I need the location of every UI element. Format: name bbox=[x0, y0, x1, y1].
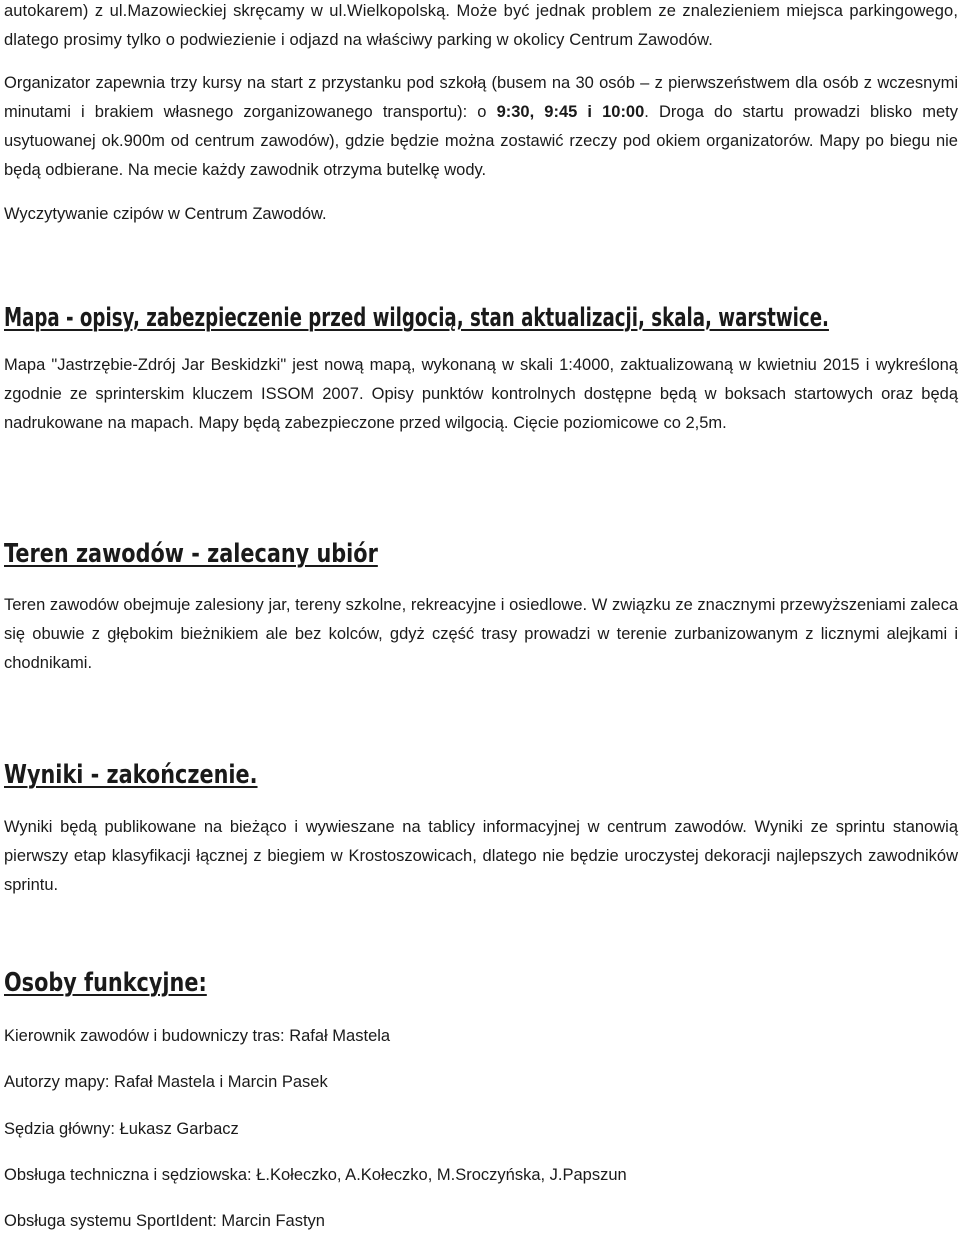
officials-section-heading: Osoby funkcyjne: bbox=[4, 968, 207, 998]
map-section-heading: Mapa - opisy, zabezpieczenie przed wilgocią, stan aktualizacji, skala, warstwice. bbox=[4, 303, 829, 333]
map-section-body: Mapa "Jastrzębie-Zdrój Jar Beskidzki" jest nową mapą, wykonaną w skali 1:4000, zaktualizowaną w kwietniu 2015 i wykreśloną zgodnie ze sprinterskim kluczem ISSOM 2007. Opisy punktów kontrolnych dostępne będą w boksach startowych oraz będą nadrukowane na mapach. Mapy będą zabezpieczone przed wilgocią. Cięcie poziomicowe co 2,5m. bbox=[4, 356, 958, 432]
official-item: Autorzy mapy: Rafał Mastela i Marcin Pasek bbox=[4, 1073, 328, 1091]
official-item: Kierownik zawodów i budowniczy tras: Rafał Mastela bbox=[4, 1027, 391, 1045]
intro-paragraph-1: autokarem) z ul.Mazowieckiej skręcamy w ul.Wielkopolską. Może być jednak problem ze znalezieniem miejsca parkingowego, dlatego prosimy tylko o podwiezienie i odjazd na właściwy parking w okolicy Centrum Zawodów. bbox=[4, 2, 958, 49]
intro-paragraph-2-end: . Droga do startu prowadzi blisko mety usytuowanej ok.900m od centrum zawodów), gdzie będzie można zostawić rzeczy pod okiem organizatorów. Mapy po biegu nie będą odbierane. Na mecie każdy zawodnik otrzyma butelkę wody. bbox=[4, 103, 958, 179]
terrain-section-heading: Teren zawodów - zalecany ubiór bbox=[4, 539, 378, 569]
results-section-body: Wyniki będą publikowane na bieżąco i wywieszane na tablicy informacyjnej w centrum zawodów. Wyniki ze sprintu stanowią pierwszy etap klasyfikacji łącznej z biegiem w Krostoszowicach, dlatego nie będzie uroczystej dekoracji najlepszych zawodników sprintu. bbox=[4, 818, 958, 894]
terrain-section-body: Teren zawodów obejmuje zalesiony jar, tereny szkolne, rekreacyjne i osiedlowe. W związku ze znacznymi przewyższeniami zaleca się obuwie z głębokim bieżnikiem ale bez kolców, gdyż część trasy prowadzi w terenie zurbanizowanym z licznymi alejkami i chodnikami. bbox=[4, 596, 958, 672]
bus-times: 9:30, 9:45 i 10:00 bbox=[496, 103, 645, 121]
intro-paragraph-2-start: Organizator zapewnia trzy kursy na start z przystanku pod szkołą (busem na 30 osób – z pierwszeństwem dla osób z wczesnymi minutami i brakiem własnego zorganizowanego transportu): o bbox=[4, 74, 958, 121]
results-section-heading: Wyniki - zakończenie. bbox=[4, 760, 258, 790]
official-item: Obsługa systemu SportIdent: Marcin Fastyn bbox=[4, 1212, 325, 1230]
official-item: Obsługa techniczna i sędziowska: Ł.Kołeczko, A.Kołeczko, M.Sroczyńska, J.Papszun bbox=[4, 1166, 627, 1184]
intro-paragraph-2 bbox=[4, 69, 958, 185]
official-item: Sędzia główny: Łukasz Garbacz bbox=[4, 1120, 239, 1138]
intro-paragraph-3: Wyczytywanie czipów w Centrum Zawodów. bbox=[4, 205, 327, 223]
